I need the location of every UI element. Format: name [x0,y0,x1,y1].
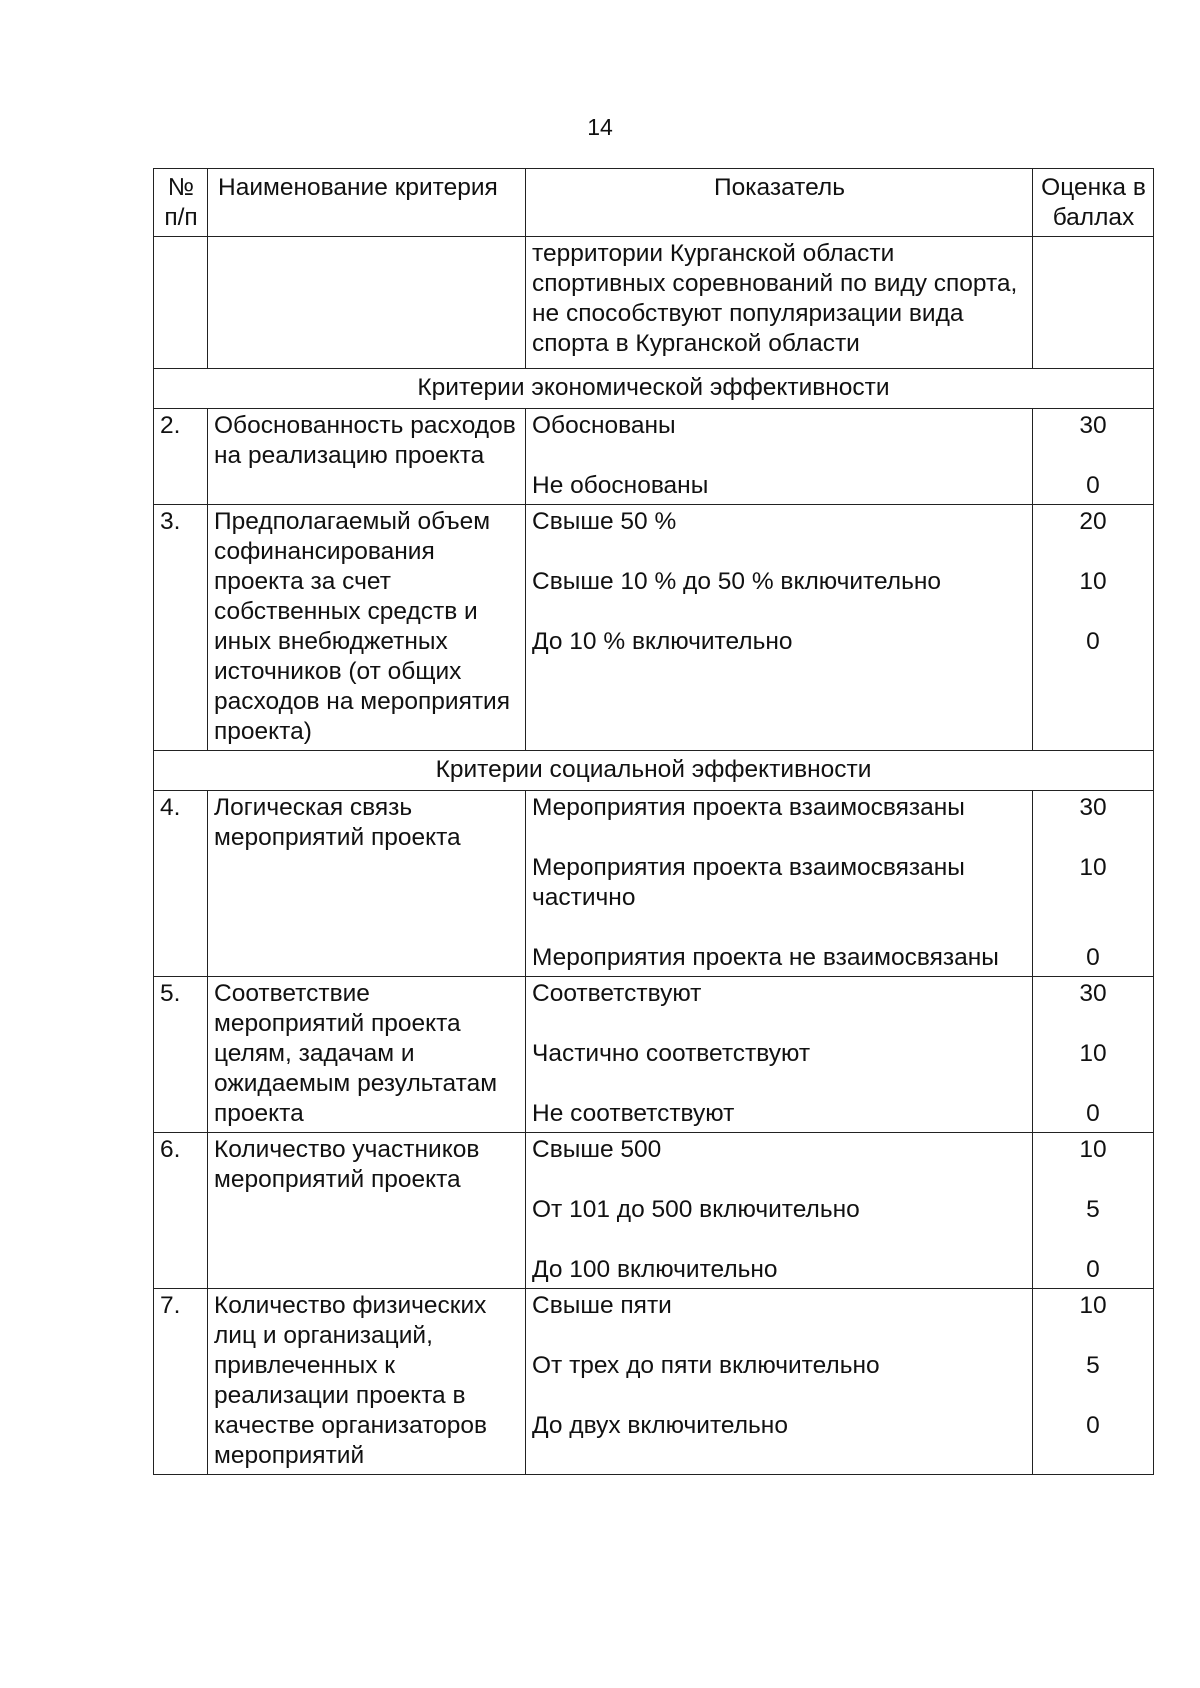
table-row [154,977,1154,1133]
section-title-economic: Критерии экономической эффективности [154,369,1154,409]
continued-score-cell [1033,237,1154,369]
option-label: Свыше 50 % [532,508,677,535]
option-score: 0 [1086,1100,1100,1127]
continued-name-cell [208,237,526,369]
option-label: Мероприятия проекта не взаимосвязаны [532,944,999,971]
option-score: 0 [1086,472,1100,499]
row-num: 3. [154,505,208,751]
option-label: Мероприятия проекта взаимосвязаны [532,794,965,821]
continued-indicator: территории Курганской области спортивных соревнований по виду спорта, не способствуют популяризации вида спорта в Курганской области [526,237,1033,369]
table-row [154,1289,1154,1475]
row-indicators [526,505,1033,751]
continued-row [154,237,1154,369]
row-indicators [526,1289,1033,1475]
option-label: Обоснованы [532,412,676,439]
section-title-social: Критерии социальной эффективности [154,751,1154,791]
option-score: 0 [1086,1256,1100,1283]
option-label: Свыше 10 % до 50 % включительно [532,568,941,595]
row-num: 7. [154,1289,208,1475]
option-label: Не соответствуют [532,1100,735,1127]
table-row [154,409,1154,505]
row-num: 4. [154,791,208,977]
header-score: Оценка в баллах [1033,169,1154,237]
section-row-social [154,751,1154,791]
table-header-row [154,169,1154,237]
row-criterion: Соответствие мероприятий проекта целям, задачам и ожидаемым результатам проекта [208,977,526,1133]
table-row [154,505,1154,751]
table-row [154,1133,1154,1289]
row-criterion: Количество физических лиц и организаций, привлеченных к реализации проекта в качестве организаторов мероприятий [208,1289,526,1475]
row-criterion: Логическая связь мероприятий проекта [208,791,526,977]
option-score: 20 [1079,508,1107,535]
row-scores [1033,1289,1154,1475]
row-num: 5. [154,977,208,1133]
row-scores [1033,1133,1154,1289]
option-score: 30 [1079,980,1107,1007]
option-score: 10 [1079,1040,1107,1067]
row-criterion: Обоснованность расходов на реализацию проекта [208,409,526,505]
header-num: № п/п [154,169,208,237]
option-label: До двух включительно [532,1412,788,1439]
option-score: 0 [1086,628,1100,655]
option-score: 30 [1079,412,1107,439]
option-score: 5 [1086,1352,1100,1379]
table-row [154,791,1154,977]
row-scores [1033,791,1154,977]
option-label: До 100 включительно [532,1256,778,1283]
option-label: От трех до пяти включительно [532,1352,880,1379]
row-criterion: Количество участников мероприятий проекта [208,1133,526,1289]
option-label: Мероприятия проекта взаимосвязаны частично [532,854,965,911]
option-score: 30 [1079,794,1107,821]
row-num: 2. [154,409,208,505]
option-score: 5 [1086,1196,1100,1223]
option-score: 10 [1079,854,1107,881]
row-indicators [526,409,1033,505]
section-row-economic [154,369,1154,409]
option-score: 10 [1079,1292,1107,1319]
option-label: Частично соответствуют [532,1040,811,1067]
option-label: Не обоснованы [532,472,709,499]
continued-num-cell [154,237,208,369]
option-label: Свыше 500 [532,1136,662,1163]
row-indicators [526,977,1033,1133]
option-label: От 101 до 500 включительно [532,1196,860,1223]
header-indicator: Показатель [526,169,1033,237]
option-label: Соответствуют [532,980,702,1007]
option-score: 0 [1086,1412,1100,1439]
option-score: 10 [1079,568,1107,595]
page-number: 14 [587,114,613,140]
option-score: 10 [1079,1136,1107,1163]
row-num: 6. [154,1133,208,1289]
option-label: До 10 % включительно [532,628,793,655]
row-indicators [526,1133,1033,1289]
row-scores [1033,505,1154,751]
row-criterion: Предполагаемый объем софинансирования проекта за счет собственных средств и иных внебюджетных источников (от общих расходов на мероприятия проекта) [208,505,526,751]
row-scores [1033,409,1154,505]
header-name: Наименование критерия [208,169,526,237]
option-label: Свыше пяти [532,1292,672,1319]
criteria-table [153,168,1154,1475]
row-indicators [526,791,1033,977]
row-scores [1033,977,1154,1133]
option-score: 0 [1086,944,1100,971]
